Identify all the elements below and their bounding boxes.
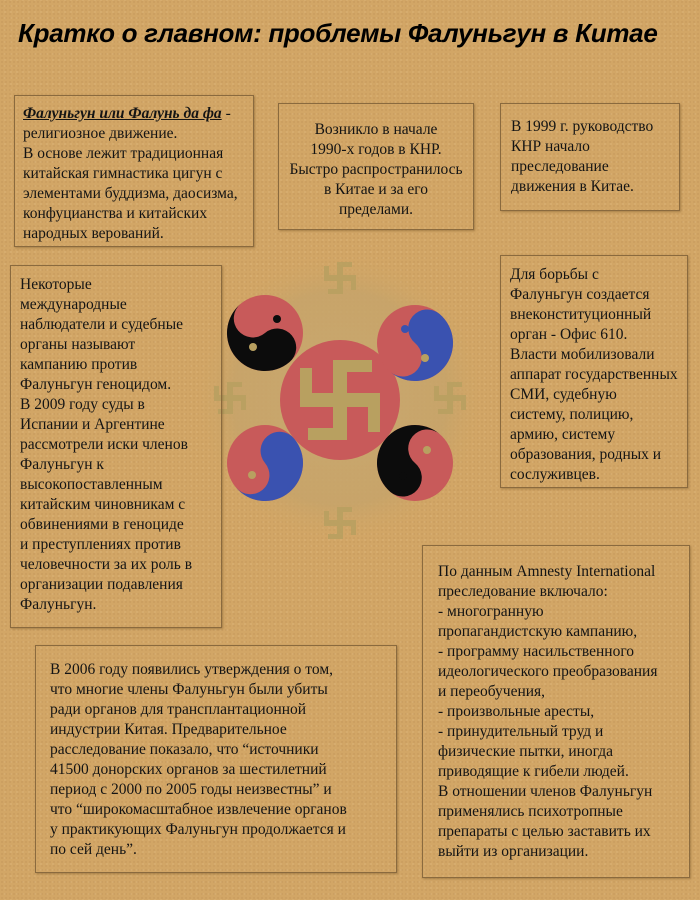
text-line: организации подавления	[20, 576, 183, 593]
text-line: преследование включало:	[438, 583, 608, 600]
text-line: человечности за их роль в	[20, 556, 193, 573]
falun-emblem-icon	[190, 248, 490, 558]
text-line: применялись психотропные	[438, 803, 623, 820]
text-line: органы называют	[20, 336, 136, 353]
text-line: Испании и Аргентине	[20, 416, 165, 433]
text-line: что “широкомасштабное извлечение органов	[50, 801, 347, 818]
text-line: Некоторые	[20, 276, 92, 293]
text-line: рассмотрели иски членов	[20, 436, 188, 453]
box-genocide	[10, 265, 222, 628]
text-line: высокопоставленным	[20, 476, 163, 493]
text-line: в Китае и за его	[323, 181, 429, 198]
text-line: 41500 донорских органов за шестилетний	[50, 761, 327, 778]
text-line: идеологического преобразования	[438, 663, 658, 680]
text-line: КНР начало	[511, 138, 590, 155]
text-line: что многие члены Фалуньгун были убиты	[50, 681, 328, 698]
text-line: индустрии Китая. Предварительное	[50, 721, 287, 738]
text-line: наблюдатели и судебные	[20, 316, 183, 333]
text-line: орган - Офис 610.	[510, 326, 628, 343]
text-line: приводящие к гибели людей.	[438, 763, 629, 780]
text-line: В 2006 году появились утверждения о том,	[50, 661, 334, 678]
text-line: СМИ, судебную	[510, 386, 617, 403]
text-line: - многогранную	[438, 603, 544, 620]
text-line: пропагандистскую кампанию,	[438, 623, 638, 640]
text-line: внеконституционный	[510, 306, 652, 323]
text-line: кампанию против	[20, 356, 138, 373]
text-line: По данным Amnesty International	[438, 563, 656, 580]
text-line: -	[221, 105, 231, 122]
box-origin	[278, 103, 474, 230]
text-line: китайская гимнастика цигун с	[23, 165, 223, 182]
text-line: Возникло в начале	[314, 121, 438, 138]
text-line: - программу насильственного	[438, 643, 635, 660]
text-line: международные	[20, 296, 127, 313]
text-line: период с 2000 по 2005 годы неизвестны” и	[50, 781, 332, 798]
text-line: физические пытки, иногда	[438, 743, 614, 760]
text-line: обвинениями в геноциде	[20, 516, 184, 533]
text-line: препараты с целью заставить их	[438, 823, 651, 840]
text-line: Власти мобилизовали	[510, 346, 655, 363]
text-line: и переобучения,	[438, 683, 546, 700]
text-line: аппарат государственных	[510, 366, 678, 383]
text-line: элементами буддизма, даосизма,	[23, 185, 238, 202]
text-line: по сей день”.	[50, 841, 137, 858]
text-line: конфуцианства и китайских	[23, 205, 208, 222]
box-organ-harvesting	[35, 645, 397, 873]
text-line: - произвольные аресты,	[438, 703, 595, 720]
text-line: В 1999 г. руководство	[511, 118, 654, 135]
text-line: народных верований.	[23, 225, 164, 242]
text-line: образования, родных и	[510, 446, 662, 463]
text-line: движения в Китае.	[511, 178, 634, 195]
text-line: Для борьбы с	[510, 266, 599, 283]
text-line: В 2009 году суды в	[20, 396, 145, 413]
text-line: систему, полицию,	[510, 406, 634, 423]
text-line: Быстро распространилось	[289, 161, 463, 178]
text-line: расследование показало, что “источники	[50, 741, 319, 758]
text-line: 1990-х годов в КНР.	[310, 141, 442, 158]
box-office-610	[500, 255, 688, 488]
text-line: В основе лежит традиционная	[23, 145, 224, 162]
text-line: преследование	[511, 158, 609, 175]
text-line: сослуживцев.	[510, 466, 600, 483]
text-line: армию, систему	[510, 426, 616, 443]
text-line: религиозное движение.	[23, 125, 178, 142]
term-falun-gong: Фалуньгун или Фалунь да фа	[23, 105, 222, 122]
box-amnesty	[422, 545, 690, 878]
box-persecution-start	[500, 103, 680, 211]
text-line: Фалуньгун создается	[510, 286, 650, 303]
page-title: Кратко о главном: проблемы Фалуньгун в Китае	[18, 18, 658, 48]
text-line: ради органов для трансплантационной	[50, 701, 307, 718]
text-line: выйти из организации.	[438, 843, 589, 860]
text-line: Фалуньгун к	[20, 456, 104, 473]
text-line: В отношении членов Фалуньгун	[438, 783, 653, 800]
text-line: - принудительный труд и	[438, 723, 604, 740]
text-line: Фалуньгун.	[20, 596, 97, 613]
text-line: и преступлениях против	[20, 536, 181, 553]
text-line: пределами.	[338, 201, 414, 218]
text-line: китайским чиновникам с	[20, 496, 186, 513]
text-line: Фалуньгун геноцидом.	[20, 376, 172, 393]
box-definition	[14, 95, 254, 247]
text-line: у практикующих Фалуньгун продолжается и	[50, 821, 346, 838]
